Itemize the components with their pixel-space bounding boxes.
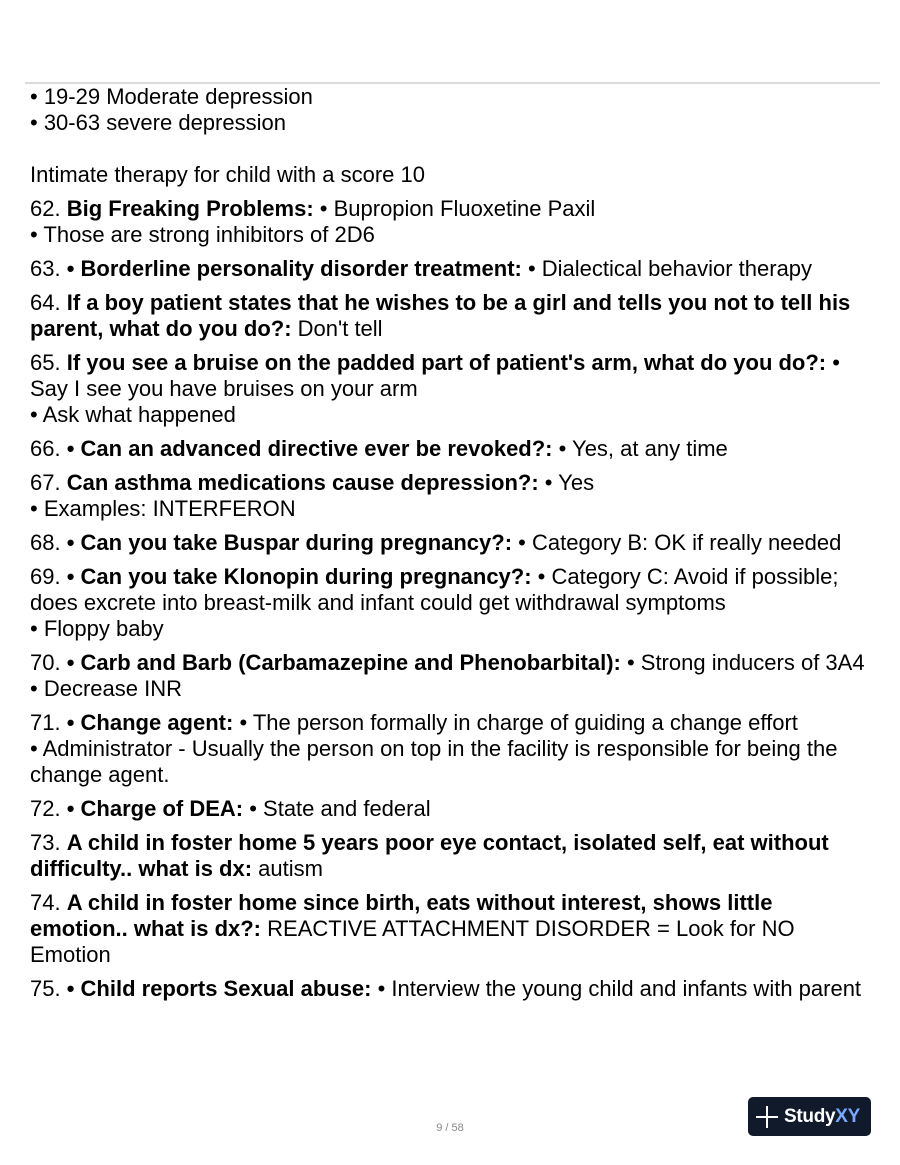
answer-extra: • Decrease INR [30,676,182,701]
qa-item: 69. • Can you take Klonopin during pregnancy?: • Category C: Avoid if possible; does excrete into breast-milk and infant could get withdrawal symptoms • Floppy baby [30,564,870,642]
note-line: Intimate therapy for child with a score 10 [30,162,425,187]
answer-extra: • Those are strong inhibitors of 2D6 [30,222,375,247]
answer: • Bupropion Fluoxetine Paxil [313,196,596,221]
score-line: • 19-29 Moderate depression [30,84,313,109]
qa-item: 64. If a boy patient states that he wishes to be a girl and tells you not to tell his parent, what do you do?: Don't tell [30,290,851,341]
answer: • Interview the young child and infants with parent [371,976,862,1001]
answer: REACTIVE ATTACHMENT DISORDER = Look for NO Emotion [30,916,795,967]
question: • Carb and Barb (Carbamazepine and Phenobarbital): [66,650,621,675]
answer: • State and federal [243,796,431,821]
question: • Can an advanced directive ever be revoked?: [66,436,553,461]
answer: • Category C: Avoid if possible; does excrete into breast-milk and infant could get withdrawal symptoms [30,564,839,615]
answer: • Dialectical behavior therapy [521,256,813,281]
brand-name: StudyXY [784,1105,861,1127]
answer-extra: • Administrator - Usually the person on top in the facility is responsible for being the change agent. [30,736,838,787]
question: • Charge of DEA: [66,796,244,821]
answer: • Strong inducers of 3A4 [620,650,865,675]
question: • Change agent: [66,710,234,735]
qa-item: 65. If you see a bruise on the padded part of patient's arm, what do you do?: • Say I see you have bruises on your arm • Ask what happened [30,350,870,428]
qa-item: 62. Big Freaking Problems: • Bupropion Fluoxetine Paxil • Those are strong inhibitors of 2D6 [30,196,870,248]
page-number: 9 / 58 [436,1122,464,1134]
answer-extra: • Floppy baby [30,616,164,641]
document-body [30,84,870,1002]
question: A child in foster home since birth, eats without interest, shows little emotion.. what is dx?: [30,890,773,941]
answer: • Yes, at any time [552,436,728,461]
question: • Child reports Sexual abuse: [66,976,372,1001]
question: A child in foster home 5 years poor eye contact, isolated self, eat without difficulty.. what is dx: [30,830,829,881]
question: If you see a bruise on the padded part of patient's arm, what do you do?: [66,350,827,375]
qa-item: 70. • Carb and Barb (Carbamazepine and Phenobarbital): • Strong inducers of 3A4 • Decrease INR [30,650,870,702]
answer-extra: • Ask what happened [30,402,236,427]
studyxy-badge[interactable] [748,1097,871,1136]
question: Big Freaking Problems: [66,196,314,221]
plus-icon [756,1106,778,1128]
qa-item: 73. A child in foster home 5 years poor eye contact, isolated self, eat without difficulty.. what is dx: autism [30,830,829,881]
question: • Can you take Klonopin during pregnancy?: [66,564,532,589]
qa-item: 75. • Child reports Sexual abuse: • Interview the young child and infants with parent [30,976,862,1001]
answer: Don't tell [291,316,383,341]
answer: • Category B: OK if really needed [512,530,842,555]
qa-item: 63. • Borderline personality disorder treatment: • Dialectical behavior therapy [30,256,813,281]
qa-item: 72. • Charge of DEA: • State and federal [30,796,431,821]
question: • Borderline personality disorder treatment: [66,256,522,281]
question: • Can you take Buspar during pregnancy?: [66,530,513,555]
qa-item: 66. • Can an advanced directive ever be revoked?: • Yes, at any time [30,436,728,461]
qa-item: 74. A child in foster home since birth, eats without interest, shows little emotion.. what is dx?: REACTIVE ATTACHMENT DISORDER = Look for NO Emotion [30,890,795,967]
qa-item: 71. • Change agent: • The person formally in charge of guiding a change effort • Administrator - Usually the person on top in the facility is responsible for being the change agent. [30,710,870,788]
question: If a boy patient states that he wishes to be a girl and tells you not to tell his parent, what do you do?: [30,290,851,341]
answer: • Say I see you have bruises on your arm [30,350,840,401]
answer: • The person formally in charge of guiding a change effort [233,710,798,735]
qa-item: 68. • Can you take Buspar during pregnancy?: • Category B: OK if really needed [30,530,842,555]
answer-extra: • Examples: INTERFERON [30,496,296,521]
score-line: • 30-63 severe depression [30,110,286,135]
answer: • Yes [538,470,595,495]
qa-item: 67. Can asthma medications cause depression?: • Yes • Examples: INTERFERON [30,470,870,522]
answer: autism [252,856,323,881]
question: Can asthma medications cause depression?: [66,470,539,495]
